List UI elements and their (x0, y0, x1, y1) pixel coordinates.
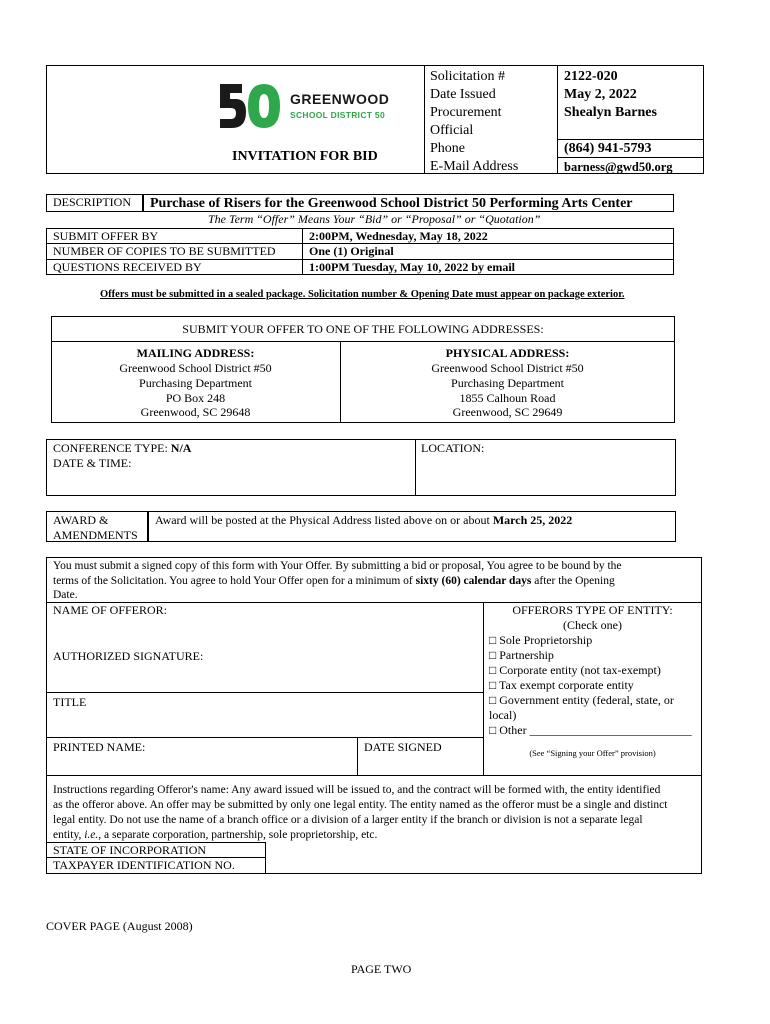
mailing-line-3: PO Box 248 (165, 391, 226, 405)
state-of-incorporation-label: STATE OF INCORPORATION (53, 843, 207, 857)
date-issued-value: May 2, 2022 (564, 87, 637, 102)
copies-label: NUMBER OF COPIES TO BE SUBMITTED (53, 244, 276, 258)
instructions-line-2: as the offeror above. An offer may be submitted by only one legal entity. The entity named as the offeror must be a single and distinct (53, 799, 668, 811)
conference-location-label: LOCATION: (421, 441, 485, 455)
official-label: Official (430, 123, 474, 138)
offeror-intro-2c: after the Opening (534, 575, 615, 587)
instructions-line-3: legal entity. Do not use the name of a branch office or a division of a larger entity if the branch or division is not a separate legal (53, 814, 643, 826)
procurement-label: Procurement (430, 105, 502, 120)
entity-option: □ Tax exempt corporate entity (489, 678, 634, 692)
offeror-intro-2b: sixty (60) calendar days (415, 575, 532, 587)
offeror-intro-2a: terms of the Solicitation. You agree to hold Your Offer open for a minimum of (53, 575, 413, 587)
questions-value: 1:00PM Tuesday, May 10, 2022 by email (309, 260, 516, 274)
phone-value: (864) 941-5793 (564, 141, 652, 156)
physical-line-2: Purchasing Department (451, 376, 564, 390)
physical-line-3: 1855 Calhoun Road (459, 391, 556, 405)
entity-option: □ Other ___________________________ (489, 723, 692, 737)
offeror-intro-2 (53, 574, 615, 589)
award-text-body: Award will be posted at the Physical Address listed above on or about (155, 513, 490, 527)
conference-type-label (53, 441, 191, 456)
procurement-value: Shealyn Barnes (564, 105, 657, 120)
instructions-line-4b: i.e. (84, 829, 99, 841)
mailing-address-title: MAILING ADDRESS: (136, 346, 255, 360)
instructions-line-1: Instructions regarding Offeror's name: Any award issued will be issued to, and the contract will be formed with, the entity identified (53, 784, 661, 796)
incorporation-divider (265, 842, 266, 874)
addresses-rule (51, 341, 675, 342)
submit-by-label: SUBMIT OFFER BY (53, 229, 159, 243)
award-label-2: AMENDMENTS (53, 528, 138, 542)
entity-option: □ Partnership (489, 648, 554, 662)
description-value: Purchase of Risers for the Greenwood School District 50 Performing Arts Center (150, 196, 633, 211)
award-label-1: AWARD & (53, 513, 109, 527)
signing-note: (See “Signing your Offer” provision) (529, 748, 656, 758)
mailing-line-2: Purchasing Department (139, 376, 252, 390)
cover-page-label: COVER PAGE (August 2008) (46, 919, 193, 933)
page-label: PAGE TWO (351, 962, 412, 976)
submission-divider (302, 228, 303, 275)
solicitation-value: 2122-020 (564, 69, 618, 84)
offeror-rule-signature (46, 692, 483, 693)
logo-name: GREENWOOD (290, 91, 390, 107)
form-title: INVITATION FOR BID (232, 149, 378, 164)
instructions-line-4a: entity, (53, 829, 82, 841)
title-label: TITLE (53, 695, 87, 709)
offeror-intro-1: You must submit a signed copy of this form with Your Offer. By submitting a bid or proposal, You agree to be bound by the (53, 560, 622, 572)
offer-term-note: The Term “Offer” Means Your “Bid” or “Proposal” or “Quotation” (208, 212, 541, 226)
entity-check-one: (Check one) (563, 618, 622, 632)
district-logo (218, 82, 408, 130)
addresses-heading: SUBMIT YOUR OFFER TO ONE OF THE FOLLOWING ADDRESSES: (182, 322, 544, 336)
printed-name-label: PRINTED NAME: (53, 740, 146, 754)
logo-district: SCHOOL DISTRICT 50 (290, 110, 385, 120)
signature-label: AUTHORIZED SIGNATURE: (53, 649, 204, 663)
sealed-notice: Offers must be submitted in a sealed package. Solicitation number & Opening Date must appear on package exterior. (100, 289, 625, 300)
date-signed-label: DATE SIGNED (364, 740, 442, 754)
phone-label: Phone (430, 141, 465, 156)
award-text (155, 513, 572, 528)
logo-50-icon (218, 82, 282, 130)
entity-option: □ Sole Proprietorship (489, 633, 593, 647)
award-date: March 25, 2022 (492, 513, 573, 527)
taxpayer-id-label: TAXPAYER IDENTIFICATION NO. (53, 858, 235, 872)
offeror-rule-title (46, 737, 483, 738)
header-divider (424, 65, 425, 174)
instructions-line-4c: , a separate corporation, partnership, sole proprietorship, etc. (98, 829, 378, 841)
conference-datetime-label: DATE & TIME: (53, 456, 132, 470)
entity-option: local) (489, 708, 517, 722)
printed-name-divider (357, 737, 358, 775)
offeror-name-label: NAME OF OFFEROR: (53, 603, 168, 617)
mailing-line-4: Greenwood, SC 29648 (140, 405, 251, 419)
description-label: DESCRIPTION (53, 195, 132, 209)
questions-label: QUESTIONS RECEIVED BY (53, 260, 202, 274)
conference-divider (415, 439, 416, 496)
date-issued-label: Date Issued (430, 87, 496, 102)
physical-line-1: Greenwood School District #50 (431, 361, 584, 375)
entity-option: □ Corporate entity (not tax-exempt) (489, 663, 661, 677)
instructions-line-4 (53, 828, 377, 843)
solicitation-label: Solicitation # (430, 69, 506, 84)
copies-value: One (1) Original (309, 244, 394, 258)
submit-by-value: 2:00PM, Wednesday, May 18, 2022 (309, 229, 488, 243)
physical-address-title: PHYSICAL ADDRESS: (445, 346, 570, 360)
email-value: barness@gwd50.org (564, 160, 673, 174)
offeror-rule-instructions (46, 775, 702, 776)
email-label: E-Mail Address (430, 159, 519, 174)
physical-line-4: Greenwood, SC 29649 (452, 405, 563, 419)
conference-type-label-text: CONFERENCE TYPE: (53, 441, 168, 455)
offeror-intro-3: Date. (53, 589, 78, 601)
entity-heading: OFFERORS TYPE OF ENTITY: (512, 603, 673, 617)
conference-type-value: N/A (170, 441, 192, 455)
mailing-line-1: Greenwood School District #50 (119, 361, 272, 375)
entity-option: □ Government entity (federal, state, or (489, 693, 674, 707)
